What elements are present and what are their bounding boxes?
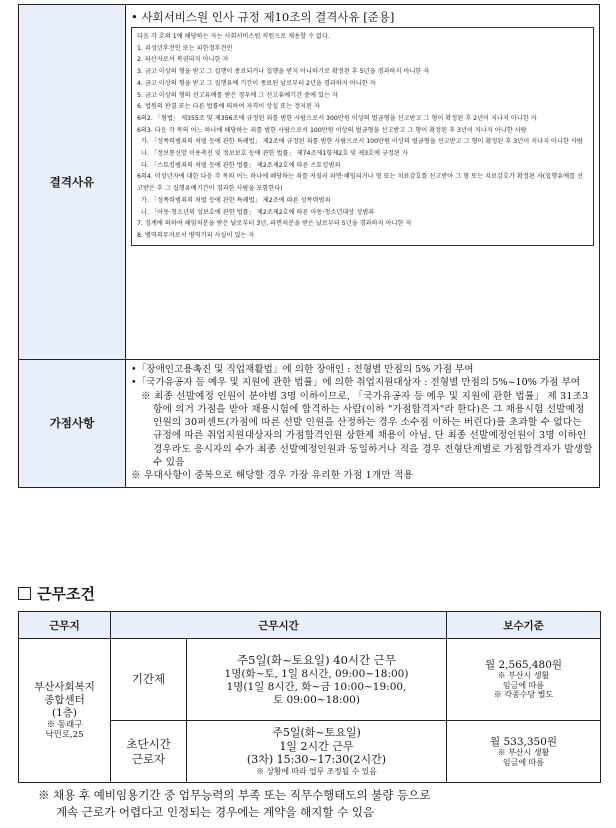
work-location (19, 639, 111, 783)
list-item: 4. 금고 이상의 형을 받고 그 집행유예 기간이 종료된 날로부터 2년을 경과하지 아니한 자 (137, 79, 376, 87)
bonus-row (19, 360, 600, 488)
pay-standard (447, 639, 601, 721)
list-item: 가. 「성폭력범죄의 처벌 등에 관한 특례법」 제2조에 규정된 죄를 범한 사람으로서 100만원 이상의 벌금형을 선고받고 그 형이 확정된 후 3년이 지나지 아니한 사람 (141, 138, 583, 146)
employment-type (111, 639, 187, 721)
hours-line: 1명(화~토, 1일 8시간, 09:00~18:00) (224, 668, 409, 680)
note-line: 계속 근로가 어렵다고 인정되는 경우에는 계약을 해지할 수 있음 (56, 805, 375, 819)
pay-note: 임금에 따름 (502, 680, 545, 690)
list-item: 7. 징계에 의하여 해임처분을 받은 날로부터 3년, 파면처분을 받은 날로부터 5년을 경과하지 아니한 자 (137, 220, 412, 228)
bonus-disabled: •「장애인고용촉진 및 직업재활법」에 의한 장애인 : 전형별 만점의 5% 가점 부여 (131, 364, 474, 375)
list-item: 다. 「스토킹범죄의 처벌 등에 관한 법률」 제2조제2호에 따른 스토킹범죄 (141, 161, 341, 169)
hours-line: 토 09:00~18:00) (273, 694, 360, 706)
employment-type (111, 721, 187, 783)
pay-amount: 월 533,350원 (489, 736, 558, 748)
employment-type-label: 기간제 (131, 672, 166, 686)
column-header-location: 근무지 (19, 612, 111, 639)
hours-line: (3차) 15:30~17:30(2시간) (246, 753, 387, 767)
document-body (18, 4, 600, 488)
work-hours (187, 639, 447, 721)
list-item: 6의2. 「형법」 제355조 및 제356조에 규정된 죄를 범한 사람으로서 300만원 이상의 벌금형을 선고받고 그 형이 확정된 후 2년이 지나지 아니한 자 (137, 114, 537, 122)
list-item: 5. 금고 이상의 형의 선고유예를 받은 경우에 그 선고유예기간 중에 있는 자 (137, 91, 338, 99)
section-title: 근무조건 (37, 585, 95, 603)
pay-note: ※ 부산시 생활 (497, 748, 550, 757)
disqualification-row (19, 5, 600, 360)
bonus-content (126, 360, 600, 488)
section-heading (18, 583, 95, 604)
bonus-note: ※ 최종 선발예정 인원이 분야별 3명 이하이므로, 「국가유공자 등 예우 및 지원에 관한 법률」 제 31조3항에 의거 가점을 받아 채용시험에 합격하는 사람(이하 "가점합격자"라 한다)은 그 채용시험 선발예정인원의 30퍼센트(가점에 따른 선발 인원을 산정하는 경우 소수점 이하는 버린다)를 초과할 수 없다는 규정에 따른 취업지원대상자의 가점합격인원 상한제 채용이 아님. 단 최종 선발예정인원이 3명 이하인 경우라도 응시자의 수가 최종 선발예정인원과 동일하거나 적을 경우 전형단계별로 가점합격자가 발생할 수 있음 (141, 390, 593, 469)
checkbox-square-icon (18, 587, 31, 600)
termination-note (38, 787, 608, 821)
hours-line: 1명(1일 8시간, 화~금 10:00~19:00, (226, 681, 407, 693)
list-item: 2. 파산자로서 복권되지 아니한 자 (137, 56, 229, 64)
list-item: 6의3. 다음 각 목의 어느 하나에 해당하는 죄를 범한 사람으로서 100만원 이상의 벌금형을 선고받고 그 형이 확정된 후 3년이 지나지 아니한 사람 (137, 126, 527, 134)
location-line: (1층) (51, 707, 78, 719)
hours-line: 1일 2시간 근무 (279, 739, 354, 753)
column-header-hours: 근무시간 (111, 612, 447, 639)
list-item: 1. 피성년후견인 또는 피한정후견인 (137, 44, 233, 52)
bonus-veteran: •「국가유공자 등 예우 및 지원에 관한 법률」에 의한 취업지원대상자 : 전형별 만점의 5%~10% 가점 부여 (131, 377, 580, 389)
bonus-list (127, 361, 598, 486)
hours-line: 주5일(화~토요일) (272, 726, 361, 740)
location-address: 낙민로,25 (45, 730, 84, 740)
work-conditions-table (18, 611, 601, 783)
list-item: 가. 「성폭력범죄의 처벌 등에 관한 특례법」 제2조에 따른 성폭력범죄 (141, 196, 331, 204)
list-item: 나. 「정보통신망 이용촉진 및 정보보호 등에 관한 법률」 제74조제1항제2호 및 제3호에 규정된 자 (141, 150, 408, 158)
table-header-row (19, 612, 601, 639)
list-item: 3. 금고 이상의 형을 받고 그 집행이 종료되거나 집행을 받지 아니하기로 확정된 후 5년을 경과하지 아니한 자 (137, 68, 430, 76)
bonus-duplicate-note: ※ 우대사항이 중복으로 해당할 경우 가장 유리한 가점 1개만 적용 (131, 470, 414, 482)
disqualification-header: 결격사유 (19, 5, 126, 360)
work-hours (187, 721, 447, 783)
disqualification-list (131, 27, 594, 246)
location-line: 종합센터 (44, 694, 85, 706)
list-item: 다음 각 호의 1에 해당하는 자는 사회서비스원 직원으로 채용할 수 없다. (137, 33, 330, 40)
qualification-table (18, 4, 600, 488)
note-line: ※ 채용 후 예비임용기간 중 업무능력의 부족 또는 직무수행태도의 불량 등으로 (38, 788, 431, 802)
disqualification-title: • 사회서비스원 인사 규정 제10조의 결격사유 [준용] (131, 10, 395, 24)
list-item: 6. 법원의 판결 또는 다른 법률에 의하여 자격이 상실 또는 정지된 자 (137, 103, 320, 111)
list-item: 나. 「아동·청소년의 성보호에 관한 법률」 제2조제2호에 따른 아동·청소년대상 성범죄 (141, 208, 375, 216)
employment-type-label: 근로자 (131, 751, 166, 766)
employment-type-label: 초단시간 (126, 736, 171, 751)
pay-note: ※ 각종수당 별도 (493, 690, 554, 700)
hours-note: ※ 상황에 따라 업무 조정될 수 있음 (256, 766, 377, 776)
column-header-pay: 보수기준 (447, 612, 601, 639)
list-item: 8. 병역의무자로서 병역기피 사실이 있는 자 (137, 231, 255, 239)
table-row (19, 639, 601, 721)
pay-standard (447, 721, 601, 783)
hours-line: 주5일(화~토요일) 40시간 근무 (237, 653, 396, 667)
location-line: 부산사회복지 (34, 681, 95, 693)
disqualification-content (126, 5, 600, 360)
list-item: 6의4. 미성년자에 대한 다음 각 목의 어느 하나에 해당하는 죄를 저질러 파면·해임되거나 형 또는 치료감호를 선고받아 그 형 또는 치료감호가 확정된 자(집행유예를 선고받은 후 그 집행유예기간이 경과한 사람을 포함한다) (137, 173, 584, 193)
location-address: ※ 동래구 (46, 720, 83, 730)
pay-note: 임금에 따름 (502, 757, 545, 767)
bonus-header: 가점사항 (19, 360, 126, 488)
pay-note: ※ 부산시 생활 (497, 671, 550, 681)
pay-amount: 월 2,565,480원 (484, 659, 563, 672)
